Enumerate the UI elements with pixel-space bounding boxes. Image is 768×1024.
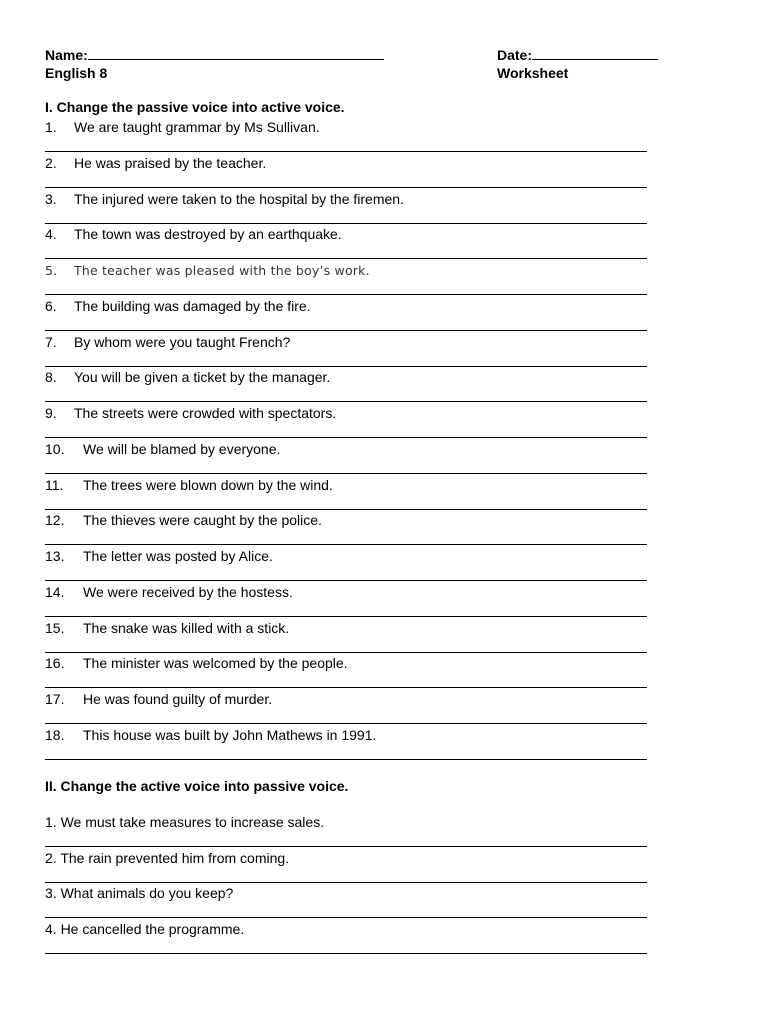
question-text: The town was destroyed by an earthquake. [74, 226, 342, 243]
question-text: This house was built by John Mathews in 1991. [83, 726, 377, 743]
question-text: He was found guilty of murder. [83, 691, 273, 707]
question-number: 5. [45, 263, 58, 278]
question-item [45, 190, 404, 208]
question-number: 7. [45, 333, 57, 350]
answer-line[interactable] [45, 652, 647, 653]
question-text: The snake was killed with a stick. [83, 619, 290, 636]
question-item [45, 619, 289, 637]
answer-line[interactable] [45, 917, 647, 918]
question-text: He was praised by the teacher. [74, 154, 267, 171]
question-text: The minister was welcomed by the people. [83, 655, 348, 672]
answer-line[interactable] [45, 953, 647, 954]
question-number: 18. [45, 726, 65, 743]
question-number: 2. [45, 154, 57, 171]
answer-line[interactable] [45, 294, 647, 295]
answer-line[interactable] [45, 366, 647, 367]
answer-line[interactable] [45, 258, 647, 259]
answer-line[interactable] [45, 759, 647, 760]
question-text: The thieves were caught by the police. [83, 512, 322, 529]
question-text: The teacher was pleased with the boy’s work. [74, 263, 370, 278]
question-item [45, 726, 376, 744]
question-text: We will be blamed by everyone. [83, 440, 281, 457]
question-item [45, 297, 311, 315]
question-number: 4. [45, 226, 57, 243]
answer-line[interactable] [45, 473, 647, 474]
answer-line[interactable] [45, 687, 647, 688]
worksheet-header [45, 45, 665, 83]
question-item [45, 225, 342, 243]
question-number: 6. [45, 297, 57, 314]
answer-line[interactable] [45, 882, 647, 883]
question-item [45, 262, 370, 280]
question-item [45, 154, 266, 172]
answer-line[interactable] [45, 723, 647, 724]
question-item [45, 690, 272, 708]
question-item [45, 476, 333, 494]
question-item [45, 333, 290, 351]
answer-line[interactable] [45, 846, 647, 847]
question-number: 15. [45, 619, 65, 636]
question-text: The injured were taken to the hospital by the firemen. [74, 190, 404, 207]
answer-line[interactable] [45, 401, 647, 402]
question-item: 2. The rain prevented him from coming. [45, 849, 290, 866]
class-label: English 8 [45, 65, 108, 81]
question-number: 9. [45, 405, 57, 421]
question-number: 10. [45, 440, 65, 457]
question-item [45, 118, 320, 136]
name-label: Name: [45, 47, 88, 63]
question-item [45, 368, 330, 386]
date-blank[interactable] [532, 45, 658, 60]
section2-title: II. Change the active voice into passive voice. [45, 778, 349, 794]
answer-line[interactable] [45, 544, 647, 545]
question-number: 1. [45, 119, 57, 135]
question-text: We are taught grammar by Ms Sullivan. [74, 119, 320, 135]
question-text: We were received by the hostess. [83, 583, 293, 600]
question-number: 14. [45, 583, 65, 600]
date-label: Date: [497, 47, 533, 63]
question-number: 8. [45, 369, 57, 386]
question-item [45, 511, 322, 529]
answer-line[interactable] [45, 509, 647, 510]
question-number: 13. [45, 548, 65, 564]
question-item: 3. What animals do you keep? [45, 885, 234, 902]
answer-line[interactable] [45, 223, 647, 224]
question-item [45, 583, 293, 601]
question-text: You will be given a ticket by the manager. [74, 369, 331, 386]
answer-line[interactable] [45, 616, 647, 617]
section1-title: I. Change the passive voice into active voice. [45, 99, 345, 115]
question-item: 4. He cancelled the programme. [45, 921, 245, 938]
answer-line[interactable] [45, 187, 647, 188]
question-text: The trees were blown down by the wind. [83, 476, 333, 493]
question-number: 17. [45, 691, 65, 707]
question-item [45, 440, 280, 458]
question-text: The streets were crowded with spectators. [74, 405, 337, 421]
answer-line[interactable] [45, 151, 647, 152]
answer-line[interactable] [45, 580, 647, 581]
answer-line[interactable] [45, 330, 647, 331]
name-blank[interactable] [88, 45, 384, 60]
question-item: 1. We must take measures to increase sales. [45, 814, 325, 830]
question-number: 3. [45, 190, 57, 207]
question-text: The building was damaged by the fire. [74, 297, 311, 314]
question-number: 11. [45, 476, 64, 493]
question-text: The letter was posted by Alice. [83, 548, 273, 564]
question-number: 12. [45, 512, 65, 529]
question-number: 16. [45, 655, 65, 672]
question-item [45, 404, 336, 422]
doc-type-label: Worksheet [497, 65, 569, 81]
question-text: By whom were you taught French? [74, 333, 291, 350]
question-item [45, 547, 273, 565]
answer-line[interactable] [45, 437, 647, 438]
question-item [45, 654, 348, 672]
